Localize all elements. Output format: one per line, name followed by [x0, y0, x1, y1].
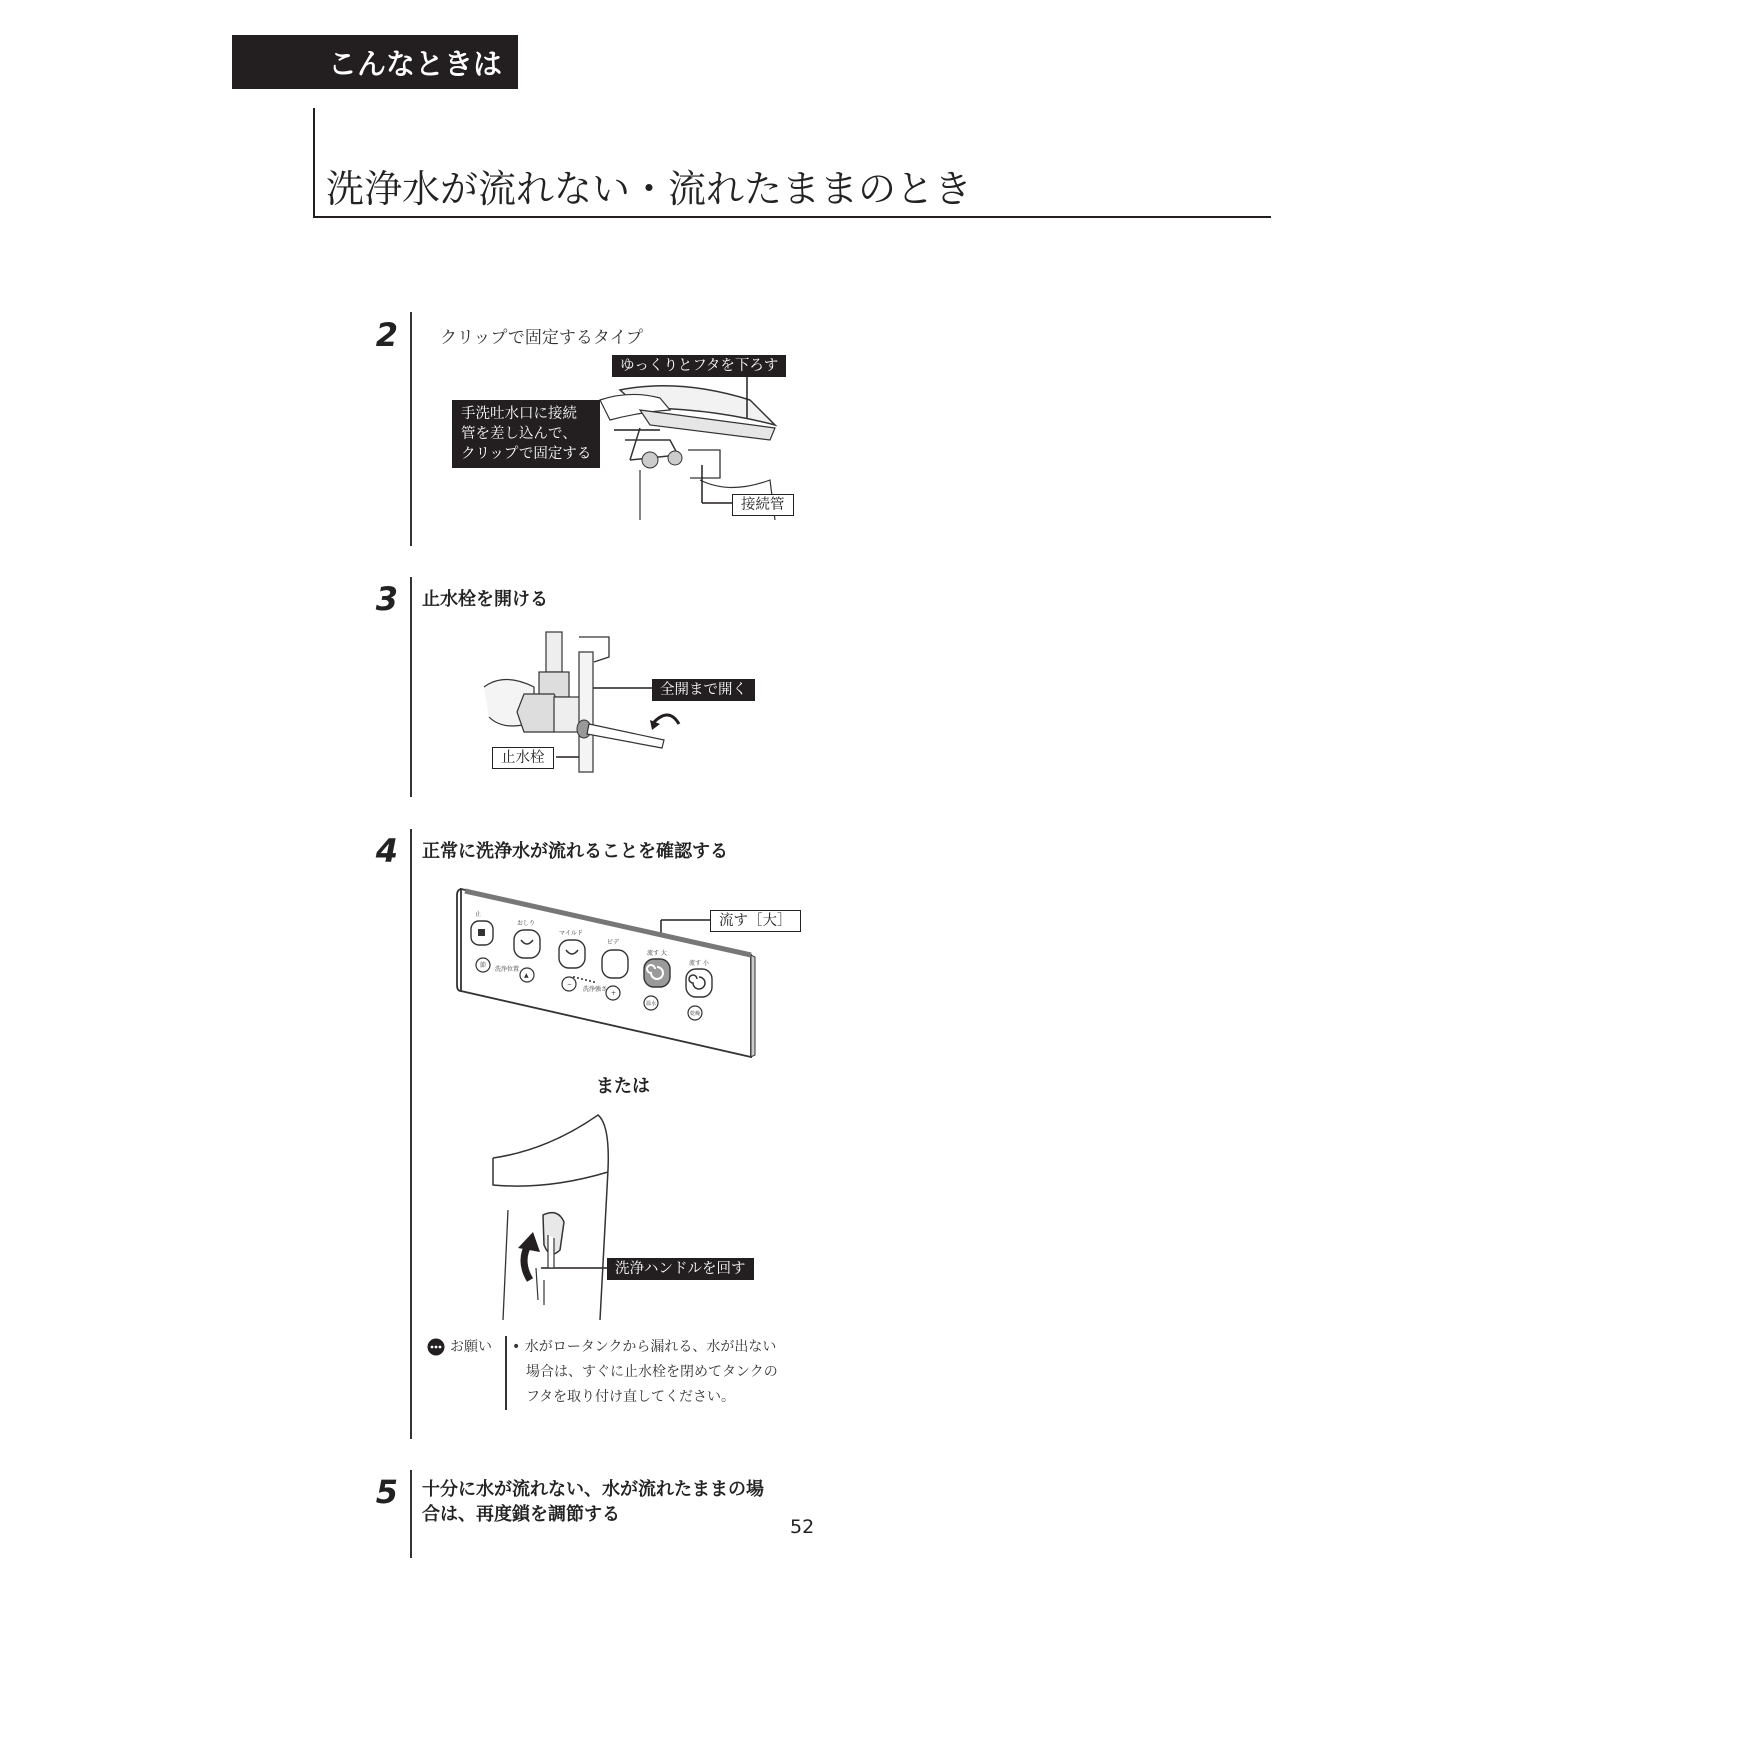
bidet-label: ビデ [607, 939, 620, 946]
note-line: 場合は、すぐに止水栓を閉めてタンクの [526, 1364, 778, 1380]
label-insert-pipe [452, 400, 600, 468]
button-label: − [567, 981, 573, 988]
flush-large-label: 流す 大 [647, 950, 667, 957]
label-line: 管を差し込んで、 [461, 426, 577, 442]
label-connecting-pipe: 接続管 [732, 494, 794, 516]
button-label: 乾燥 [690, 1011, 701, 1017]
stop-label: 止 [475, 911, 482, 918]
label-stop-valve: 止水栓 [492, 747, 554, 769]
label-lower-lid: ゆっくりとフタを下ろす [612, 355, 786, 377]
step-number: 5 [375, 1473, 398, 1511]
button-label: 節 [480, 962, 487, 969]
step-divider [410, 1470, 412, 1558]
step-number: 3 [375, 580, 398, 618]
section-tab: こんなときは [232, 35, 518, 89]
note-line: • 水がロータンクから漏れる、水が出ない [512, 1339, 777, 1355]
page-number: 52 [790, 1516, 815, 1538]
bidet-button [602, 950, 628, 978]
mild-label: マイルド [559, 930, 583, 937]
step-number: 4 [375, 832, 398, 870]
step-4-text: 正常に洗浄水が流れることを確認する [422, 841, 728, 862]
oshiri-label: おしり [517, 920, 536, 927]
flush-small-button [686, 969, 712, 997]
strength-label: 洗浄強さ [583, 986, 608, 993]
label-flush-large: 流す［大］ [710, 910, 801, 932]
note-label: お願い [450, 1339, 492, 1355]
label-line: 手洗吐水口に接続 [461, 406, 577, 422]
button-label: 温水 [646, 1001, 657, 1007]
step-divider [410, 577, 412, 797]
step-number: 2 [375, 316, 398, 354]
or-text: または [596, 1076, 650, 1097]
label-line: クリップで固定する [461, 446, 592, 462]
note-divider [505, 1336, 507, 1410]
pos-label: 洗浄位置 [495, 966, 520, 973]
note-line: フタを取り付け直してください。 [526, 1389, 736, 1405]
step-5-text: 十分に水が流れない、水が流れたままの場 [422, 1479, 764, 1500]
label-turn-handle: 洗浄ハンドルを回す [607, 1258, 754, 1280]
step-2-text: クリップで固定するタイプ [440, 328, 643, 348]
step-divider [410, 829, 412, 1439]
flush-large-button [644, 959, 670, 987]
button-label: + [611, 990, 617, 997]
notice-icon [427, 1338, 445, 1356]
label-fully-open: 全開まで開く [652, 679, 755, 701]
step-3-text: 止水栓を開ける [422, 589, 548, 610]
page-title: 洗浄水が流れない・流れたままのとき [326, 167, 973, 211]
tank-handle-illustration [488, 1110, 618, 1325]
button-label: ▲ [524, 972, 529, 979]
flush-small-label: 流す 小 [689, 960, 709, 967]
step-5-text: 合は、再度鎖を調節する [422, 1504, 620, 1525]
